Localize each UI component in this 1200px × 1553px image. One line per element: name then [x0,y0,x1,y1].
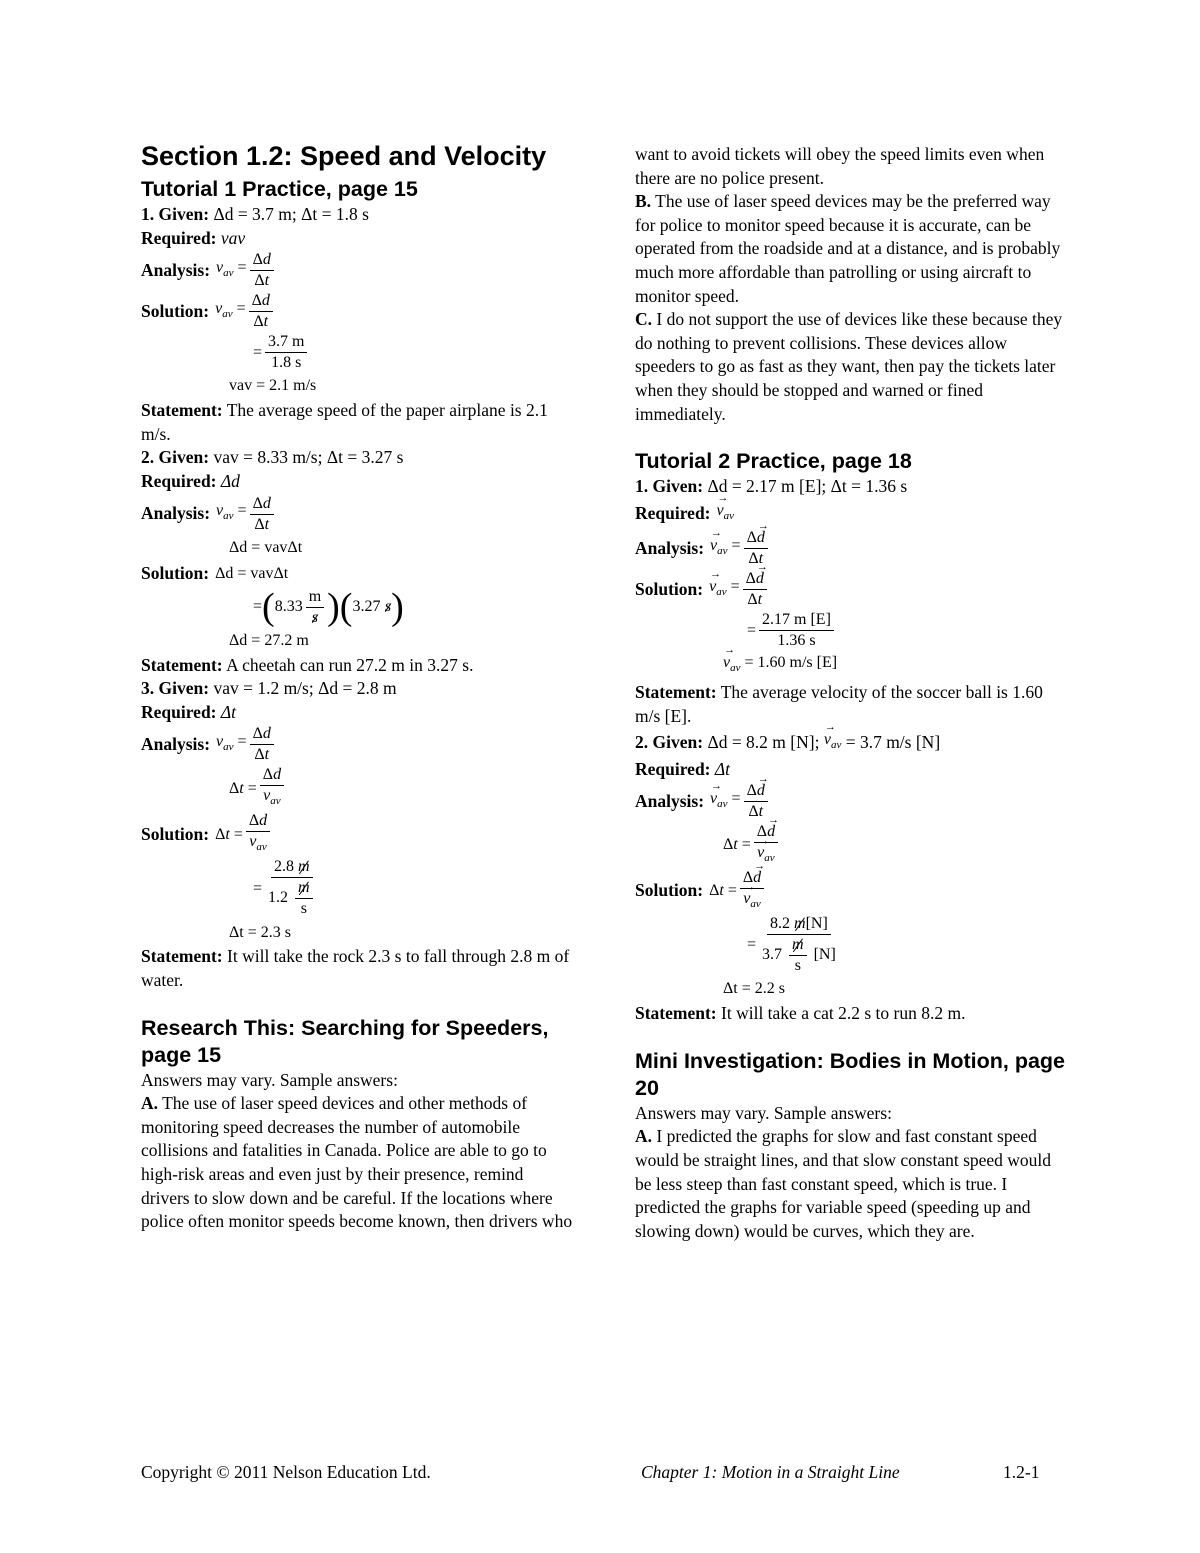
t1-q2-statement: Statement: A cheetah can run 27.2 m in 3.27 s. [141,654,474,675]
t1-q3-solution: Solution: Δt = $\frac{\Delta d}{v_{av}}$ [141,811,573,857]
t1-q1-substitution: = $\frac{3.7 m}{1.8 s}$ [141,332,573,373]
right-column [635,143,1067,1243]
t2-q2-result: Δt = 2.2 s [723,980,785,998]
research-answer-a-continued: want to avoid tickets will obey the speed limits even when there are no police present. [635,144,1045,188]
t2-q1-solution: Solution: $v \to_{av}$ = $\frac{\Delta d \to}{\Delta t}$ [635,569,1067,610]
t1-q3-analysis: Analysis: $v_{av}$ = $\frac{\Delta d}{\Delta t}$ [141,724,573,765]
t1-q1-solution: Solution: $v_{av}$ = $\frac{\Delta d}{\Delta t}$ [141,291,573,332]
left-column [141,140,573,1234]
t1-q2-given: 2. Given: vav = 8.33 m/s; Δt = 3.27 s [141,447,404,468]
research-intro: Answers may vary. Sample answers: [141,1069,398,1090]
tutorial-1-heading: Tutorial 1 Practice, page 15 [141,177,418,201]
t1-q1-given: 1. Given: Δd = 3.7 m; Δt = 1.8 s [141,204,369,224]
tutorial-2-heading: Tutorial 2 Practice, page 18 [635,449,912,474]
t1-q1-analysis: Analysis: $v_{av}$ = $\frac{\Delta d}{\Delta t}$ [141,250,573,291]
t1-q3-substitution: = 2.8 m 1.2 $\frac{m}{s}$ [141,857,573,919]
t1-q2-substitution: = ( 8.33 $\frac{m}{s}$ )( 3.27 s ) [253,586,404,629]
t1-q1-statement: Statement: The average speed of the paper airplane is 2.1 m/s. [141,400,548,444]
t1-q3-statement: Statement: It will take the rock 2.3 s to fall through 2.8 m of water. [141,946,570,990]
mini-investigation-heading: Mini Investigation: Bodies in Motion, page 20 [635,1048,1065,1100]
mini-intro: Answers may vary. Sample answers: [635,1102,892,1123]
mini-answer-a: A. I predicted the graphs for slow and fast constant speed would be straight lines, and that slow constant speed would be less steep than fast constant speed, which is true. I predicted the graphs for variable speed (speeding up and slowing down) would be curves, which they are. [635,1126,1052,1241]
t1-q1-result: vav = 2.1 m/s [229,377,317,395]
t2-q2-statement: Statement: It will take a cat 2.2 s to run 8.2 m. [635,1003,966,1024]
t2-q1-result: $v \to_{av} = 1.60$ m/s [E] [635,651,1067,681]
t2-q2-substitution: = 8.2 m[N] 3.7 $\frac{m}{s}$ [N] [747,915,836,975]
t1-q3-result: Δt = 2.3 s [229,923,291,941]
t1-q1-required: Required: vav [141,227,246,248]
t1-q2-result: Δd = 27.2 m [229,631,309,649]
t1-q2-analysis: Analysis: $v_{av}$ = $\frac{\Delta d}{\Delta t}$ [141,494,573,535]
t2-q1-statement: Statement: The average velocity of the soccer ball is 1.60 m/s [E]. [635,681,1043,726]
t2-q1-analysis: Analysis: $v \to_{av}$ = $\frac{\Delta d \to}{\Delta t}$ [635,528,1067,569]
t2-q2-analysis: Analysis: $v \to_{av}$ = $\frac{\Delta d \to}{\Delta t}$ [635,781,1067,822]
section-title: Section 1.2: Speed and Velocity [141,141,547,171]
research-heading: Research This: Searching for Speeders, page 15 [141,1015,549,1067]
t2-q1-given: 1. Given: Δd = 2.17 m [E]; Δt = 1.36 s [635,476,908,497]
t1-q3-given: 3. Given: vav = 1.2 m/s; Δd = 2.8 m [141,678,397,699]
t1-q3-required: Required: Δt [141,701,237,722]
t1-q2-rearranged: Δd = vavΔt [229,538,303,556]
research-answer-c: C. I do not support the use of devices like these because they do nothing to prevent collisions. These devices allow speeders to go as fast as they want, then pay the tickets later when they should be stopped and warned or fined immediately. [635,309,1063,424]
footer-chapter: Chapter 1: Motion in a Straight Line [641,1462,900,1482]
t2-q2-given: 2. Given: Δd = 8.2 m [N]; $v \to_{av}$ = 3.7 m/s [N] [635,728,1067,758]
t2-q2-required: Required: Δt [635,758,731,779]
research-answer-a: A. The use of laser speed devices and other methods of monitoring speed decreases the number of automobile collisions and fatalities in Canada. Police are able to go to high-risk areas and even just by their presence, remind drivers to slow down and be careful. If the locations where police often monitor speeds become known, then drivers who [141,1093,573,1232]
t1-q2-required: Required: Δd [141,470,240,491]
research-answer-b: B. The use of laser speed devices may be the preferred way for police to monitor speed because it is accurate, can be operated from the roadside and at a distance, and is probably much more affordable than patrolling or using aircraft to monitor speed. [635,191,1061,306]
footer-copyright: Copyright © 2011 Nelson Education Ltd. [141,1462,431,1482]
t2-q2-solution: Solution: Δt = $\frac{\Delta d \to}{v \to_{av}}$ [635,868,1067,914]
t1-q3-rearranged: Δt = $\frac{\Delta d}{v_{av}}$ [141,765,573,811]
t2-q2-rearranged: Δt = $\frac{\Delta d \to}{v \to_{av}}$ [635,822,1067,868]
t1-q2-solution: Solution: Δd = vavΔt [141,562,289,583]
t2-q1-required: Required: $v \to_{av}$ [635,499,1067,529]
t2-q1-substitution: = $\frac{2.17 m [E]}{1.36 s}$ [635,610,1067,651]
footer-page-number: 1.2-1 [1003,1462,1040,1482]
